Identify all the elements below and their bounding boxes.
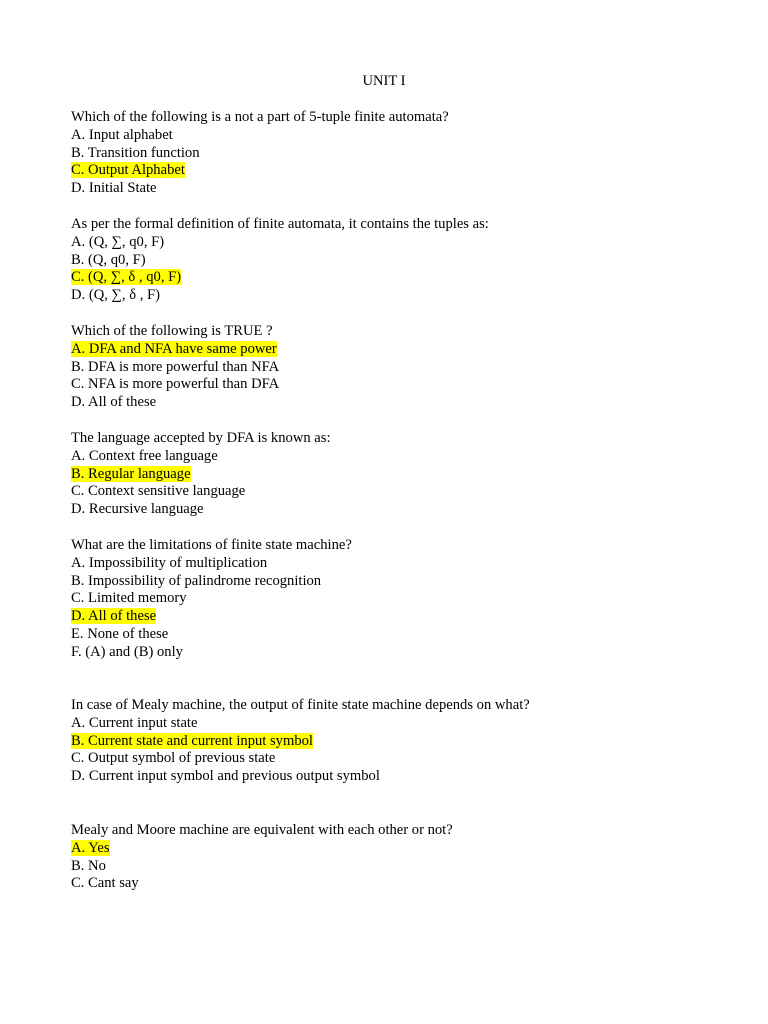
option-a: A. Context free language <box>71 447 218 464</box>
option-a: A. (Q, ∑, q0, F) <box>71 233 165 250</box>
question-1 <box>71 109 711 198</box>
question-6 <box>71 697 711 786</box>
question-3 <box>71 323 711 412</box>
option-c: C. Output symbol of previous state <box>71 750 276 767</box>
page-title: UNIT I <box>362 73 406 89</box>
option-b: B. DFA is more powerful than NFA <box>71 358 280 375</box>
option-c: C. Context sensitive language <box>71 483 246 500</box>
option-b-highlighted-answer: B. Regular language <box>71 465 191 482</box>
option-c-highlighted-answer: C. Output Alphabet <box>71 162 185 179</box>
option-b: B. Transition function <box>71 144 200 161</box>
option-c: C. Limited memory <box>71 590 187 607</box>
option-d: D. Initial State <box>71 180 157 197</box>
option-d: D. (Q, ∑, δ , F) <box>71 287 161 304</box>
question-4 <box>71 430 711 519</box>
option-d: D. All of these <box>71 394 157 411</box>
option-c-highlighted-answer: C. (Q, ∑, δ , q0, F) <box>71 269 182 286</box>
option-e: E. None of these <box>71 625 169 642</box>
question-text: What are the limitations of finite state machine? <box>71 537 352 553</box>
option-a-highlighted-answer: A. Yes <box>71 839 110 856</box>
option-c: C. Cant say <box>71 875 139 892</box>
option-b: B. No <box>71 857 106 874</box>
question-5 <box>71 537 711 662</box>
question-text: Which of the following is a not a part of 5-tuple finite automata? <box>71 109 449 125</box>
question-text: The language accepted by DFA is known as: <box>71 430 331 446</box>
question-text: In case of Mealy machine, the output of finite state machine depends on what? <box>71 697 530 713</box>
question-2 <box>71 216 711 305</box>
option-d: D. Recursive language <box>71 501 204 518</box>
option-b-highlighted-answer: B. Current state and current input symbol <box>71 732 313 749</box>
option-a: A. Input alphabet <box>71 126 173 143</box>
option-b: B. Impossibility of palindrome recognition <box>71 572 322 589</box>
question-text: Which of the following is TRUE ? <box>71 323 273 339</box>
option-a: A. Impossibility of multiplication <box>71 554 268 571</box>
question-7 <box>71 822 711 893</box>
option-a-highlighted-answer: A. DFA and NFA have same power <box>71 340 277 357</box>
option-f: F. (A) and (B) only <box>71 643 183 660</box>
question-text: As per the formal definition of finite automata, it contains the tuples as: <box>71 216 489 232</box>
option-d: D. Current input symbol and previous output symbol <box>71 768 380 785</box>
question-text: Mealy and Moore machine are equivalent with each other or not? <box>71 822 453 838</box>
option-d-highlighted-answer: D. All of these <box>71 608 157 625</box>
option-a: A. Current input state <box>71 714 198 731</box>
option-b: B. (Q, q0, F) <box>71 251 146 268</box>
option-c: C. NFA is more powerful than DFA <box>71 376 280 393</box>
